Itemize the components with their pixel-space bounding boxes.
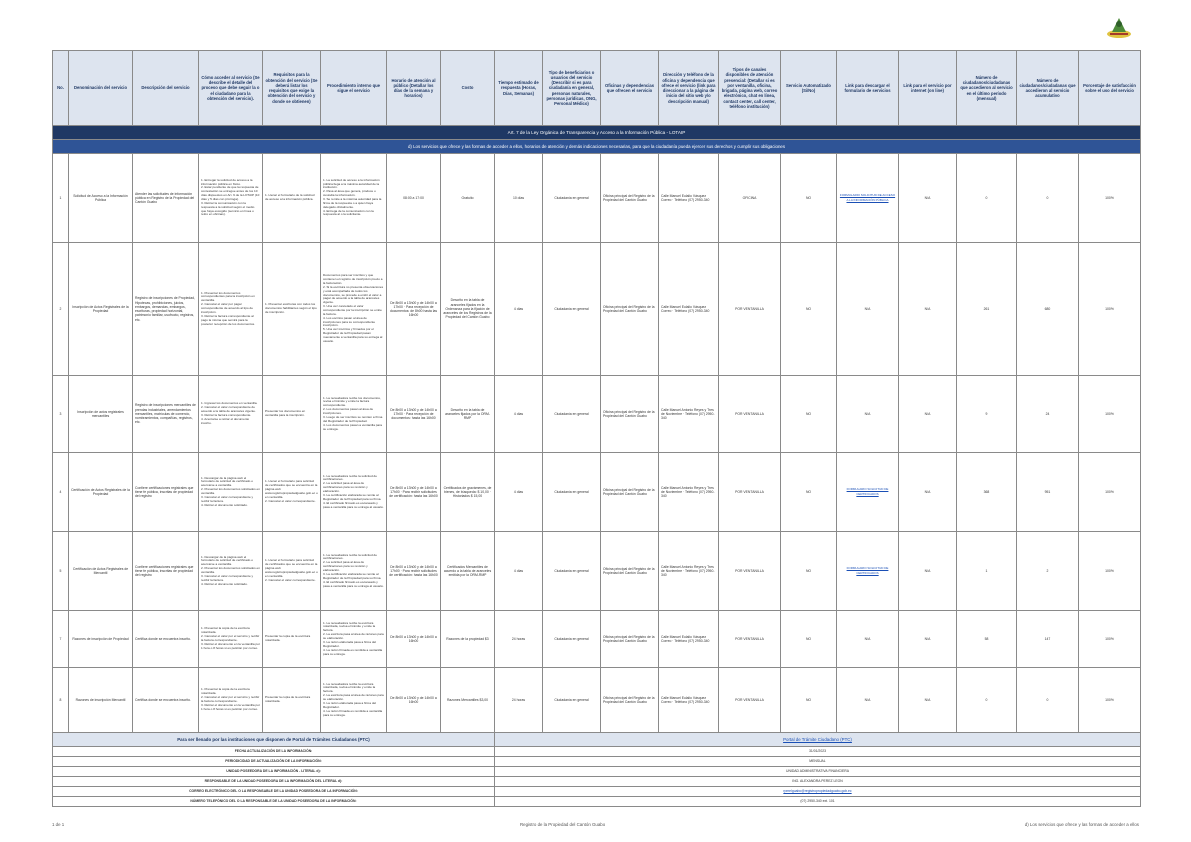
- cell-desc: Certifica donde se encuentra inscrito.: [133, 668, 199, 733]
- cell-cost: Gratuito: [441, 154, 495, 243]
- cell-name: Inscripción de Actos Registrales de la Propiedad: [69, 243, 133, 376]
- cell-month: 0: [957, 668, 1017, 733]
- info-label: UNIDAD POSEEDORA DE LA INFORMACIÓN - LITERAL d):: [53, 767, 495, 777]
- cell-access: 1. Presentar la copia de la escritura notarizada. 2. Cancelar el valor por el servicio y recibir la factura correspondiente. 3. Retirar el documento en la ventanilla por 1 hora o 8 horas si es petición por correo.: [199, 668, 263, 733]
- cell-channel: OFICINA: [719, 154, 781, 243]
- table-row: [53, 453, 1141, 532]
- cell-link: N/A: [837, 611, 899, 668]
- cell-proc: 1. La recaudadora recibe la solicitud de certificaciones. 2. La solicitud pasa al área de certificaciones para su revisión y elaboración. 3. La certificación elaborada se remite al Registrador de la Propiedad para su firma. 4. El certificado firmado es escaneado y pasa a ventanilla para su entrega al usuario.: [321, 532, 387, 611]
- cell-channel: POR VENTANILLA: [719, 376, 781, 453]
- cell-ben: Ciudadanía en general: [543, 611, 601, 668]
- cell-time: 4 días: [495, 243, 543, 376]
- cell-month: 261: [957, 243, 1017, 376]
- cell-channel: POR VENTANILLA: [719, 611, 781, 668]
- cell-time: 24 horas: [495, 611, 543, 668]
- info-label: RESPONSABLE DE LA UNIDAD POSEEDORA DE LA INFORMACIÓN DEL LITERAL d):: [53, 777, 495, 787]
- column-header: Horario de atención al público (Detallar los días de la semana y horarios): [387, 51, 441, 126]
- info-row: [53, 757, 1141, 767]
- table-header-row: [53, 51, 1141, 126]
- info-value: MENSUAL: [495, 757, 1141, 767]
- cell-desc: Certifica donde se encuentra inscrito.: [133, 611, 199, 668]
- cell-pct: 100%: [1079, 532, 1141, 611]
- info-value: (07) 2950-340 ext. 101: [495, 797, 1141, 807]
- cell-link: [837, 453, 899, 532]
- cell-reqs: 1. Llenar el formulario para solicitud de certificados que se encuentra en la página web www.registropropiedadguabo.gob.ec o en ventanilla. 2. Cancelar el valor correspondiente.: [263, 532, 321, 611]
- footer-section: d) Los servicios que ofrece y las formas de acceder a ellos: [1024, 822, 1139, 827]
- cell-hours: De 8h00 a 13h00 y de 14h00 a 17h00 · Para recibir solicitudes de certificación: hasta las 16h00: [387, 453, 441, 532]
- column-header: Tiempo estimado de respuesta (Horas, Días, Semanas): [495, 51, 543, 126]
- cell-hours: De 8h00 a 13h00 y de 14h00 a 16h00: [387, 611, 441, 668]
- column-header: Número de ciudadanos/ciudadanas que accedieron al servicio en el último período (mensual): [957, 51, 1017, 126]
- column-header: Tipo de beneficiarios o usuarios del servicio (Describir si es para ciudadanía en general, personas naturales, personas jurídicas, ONG, Personal Médico): [543, 51, 601, 126]
- cell-acc: 0: [1017, 668, 1079, 733]
- cell-access: 1. Ingresar los documentos en ventanilla. 2. Cancelar el valor correspondiente de acuerdo a la tabla de aranceles vigente. 3. Retirar la factura correspondiente. 4. Acercarse a retirar el documento inscrito.: [199, 376, 263, 453]
- cell-time: 4 días: [495, 532, 543, 611]
- cell-month: 1: [957, 532, 1017, 611]
- cell-pct: 100%: [1079, 453, 1141, 532]
- info-label: PERIODICIDAD DE ACTUALIZACIÓN DE LA INFORMACIÓN:: [53, 757, 495, 767]
- table-row: [53, 154, 1141, 243]
- cell-no: 2: [53, 243, 69, 376]
- cell-online: N/A: [899, 532, 957, 611]
- cell-addr: Calle Manuel Eulalio Vásquez Correo · Teléfono (07) 2950-340: [659, 154, 719, 243]
- cell-cost: Descrito en la tabla de aranceles fijados en la Ordenanza para la fijación de aranceles de los Registros de la Propiedad del Cantón Guabo: [441, 243, 495, 376]
- cell-reqs: Presentar la copia de la escritura notarizada.: [263, 668, 321, 733]
- cell-no: 4: [53, 453, 69, 532]
- cell-proc: 1. La recaudadora recibe la escritura notarizada, revisa el trámite y emite la factura. 2. La escritura pasa al área de razones para su elaboración. 3. La razón elaborada pasa a firma del Registrador. 4. La razón firmada es remitida a ventanilla para su entrega.: [321, 668, 387, 733]
- cell-acc: 24: [1017, 376, 1079, 453]
- cell-cost: Certificados Mercantiles de acuerdo a la tabla de aranceles emitida por la ORM-RMP: [441, 532, 495, 611]
- info-label: NÚMERO TELEFÓNICO DEL O LA RESPONSABLE DE LA UNIDAD POSEEDORA DE LA INFORMACIÓN:: [53, 797, 495, 807]
- cell-ben: Ciudadanía en general: [543, 154, 601, 243]
- cell-pct: 100%: [1079, 611, 1141, 668]
- cell-month: 58: [957, 611, 1017, 668]
- cell-auto: NO: [781, 532, 837, 611]
- form-download-link[interactable]: FORMULARIO SOLICITUD DE CERTIFICADOS: [846, 566, 889, 575]
- cell-channel: POR VENTANILLA: [719, 453, 781, 532]
- info-value: ING. ALEXANDRA PEREZ LEON: [495, 777, 1141, 787]
- cell-pct: 100%: [1079, 154, 1141, 243]
- cell-auto: NO: [781, 668, 837, 733]
- form-download-link[interactable]: FORMULARIO SOLICITUD DE ACCESO A LA INFORMACIÓN PÚBLICA: [839, 193, 896, 202]
- cell-ben: Ciudadanía en general: [543, 453, 601, 532]
- cell-no: 7: [53, 611, 69, 668]
- cell-reqs: Presentar la copia de la escritura notarizada.: [263, 611, 321, 668]
- info-value: 31/01/2023: [495, 747, 1141, 757]
- cell-cost: Certificados de gravámenes, de bienes, de búsqueda: $ 10,00 · Historiados $ 15,00: [441, 453, 495, 532]
- cell-no: 8: [53, 668, 69, 733]
- cell-acc: 0: [1017, 154, 1079, 243]
- cell-hours: De 8h00 a 13h00 y de 14h00 a 16h00: [387, 668, 441, 733]
- cell-cost: Razones de la propiedad $3: [441, 611, 495, 668]
- cell-access: 1. Descargar de la página web el formulario de solicitud de certificado o acercarse a ventanilla. 2. Presentar los documentos solicitados en ventanilla. 3. Cancelar el valor correspondiente y recibir la factura. 4. Retirar el documento solicitado.: [199, 532, 263, 611]
- cell-link: N/A: [837, 376, 899, 453]
- column-header: Costo: [441, 51, 495, 126]
- cell-hours: De 8h00 a 13h00 y de 14h00 a 17h00 · Para recibir solicitudes de certificación: hasta las 16h00: [387, 532, 441, 611]
- cell-name: Solicitud de Acceso a la Información Pública: [69, 154, 133, 243]
- cell-month: 368: [957, 453, 1017, 532]
- cell-reqs: Presentar los documentos en ventanilla para la inscripción.: [263, 376, 321, 453]
- table-row: [53, 532, 1141, 611]
- cell-cost: Descrito en la tabla de aranceles fijados por la ORM-RMP: [441, 376, 495, 453]
- cell-auto: NO: [781, 243, 837, 376]
- cell-name: Inscripción de actos registrales mercantiles: [69, 376, 133, 453]
- ptc-link[interactable]: Portal de Trámite Ciudadano (PTC): [783, 736, 852, 742]
- cell-no: 3: [53, 376, 69, 453]
- cell-no: 1: [53, 154, 69, 243]
- lotaip-sheet: [52, 50, 1140, 807]
- cell-addr: Calle Manuel Antonio Reyes y Tres de Noviembre · Teléfono (07) 2950-340: [659, 453, 719, 532]
- cell-name: Certificación de Actos Registrales de Mercantil: [69, 532, 133, 611]
- cell-office: Oficina principal del Registro de la Propiedad del Cantón Guabo: [601, 376, 659, 453]
- cell-desc: Confiere certificaciones registrales que tiene fe pública, inscritas de propiedad del registro: [133, 453, 199, 532]
- info-label: CORREO ELECTRÓNICO DEL O LA RESPONSABLE DE LA UNIDAD POSEEDORA DE LA INFORMACIÓN:: [53, 787, 495, 797]
- cell-addr: Calle Manuel Eulalio Vásquez Correo · Teléfono (07) 2950-340: [659, 668, 719, 733]
- cell-online: N/A: [899, 154, 957, 243]
- cell-ben: Ciudadanía en general: [543, 532, 601, 611]
- column-header: Oficinas y dependencias que ofrecen el servicio: [601, 51, 659, 126]
- cell-channel: POR VENTANILLA: [719, 668, 781, 733]
- info-value: [495, 787, 1141, 797]
- cell-office: Oficina principal del Registro de la Propiedad del Cantón Guabo: [601, 453, 659, 532]
- column-header: Procedimiento interno que sigue el servicio: [321, 51, 387, 126]
- cell-desc: Registro de inscripciones de Propiedad, Hipotecas, prohibiciones, juicios, embargos, demandas, embargos, escrituras, propiedad horizontal, patrimonio familiar, usufructo, registros, etc.: [133, 243, 199, 376]
- table-row: [53, 376, 1141, 453]
- info-row: [53, 767, 1141, 777]
- cell-online: N/A: [899, 243, 957, 376]
- cell-access: 1. Descargar de la página web el formulario de solicitud de certificado o acercarse a ventanilla. 2. Presentar los documentos solicitados en ventanilla. 3. Cancelar el valor correspondiente y recibir la factura. 4. Retirar el documento solicitado.: [199, 453, 263, 532]
- info-value: UNIDAD ADMINISTRATIVA FINANCIERA: [495, 767, 1141, 777]
- ptc-label: Para ser llenado por las instituciones que disponen de Portal de Trámites Ciudadanos (PTC): [53, 733, 495, 747]
- cell-proc: 1. La recaudadora recibe la solicitud de certificaciones. 2. La solicitud pasa al área de certificaciones para su revisión y elaboración. 3. La certificación elaborada se remite al Registrador de la Propiedad para su firma. 4. El certificado firmado es escaneado y pasa a ventanilla para su entrega al usuario.: [321, 453, 387, 532]
- cell-link: [837, 532, 899, 611]
- cell-addr: Calle Manuel Antonio Reyes y Tres de Noviembre · Teléfono (07) 2950-340: [659, 532, 719, 611]
- cell-link: N/A: [837, 243, 899, 376]
- form-download-link[interactable]: FORMULARIO SOLICITUD DE CERTIFICADOS: [846, 487, 889, 496]
- cell-link: [837, 154, 899, 243]
- cell-ben: Ciudadanía en general: [543, 668, 601, 733]
- cell-desc: Atender las solicitudes de información pública en Registro de la Propiedad del Cantón Guabo: [133, 154, 199, 243]
- footer-page-number: 1 de 1: [52, 822, 65, 827]
- cell-auto: NO: [781, 376, 837, 453]
- cell-online: N/A: [899, 611, 957, 668]
- info-row: [53, 787, 1141, 797]
- cell-office: Oficina principal del Registro de la Propiedad del Cantón Guabo: [601, 668, 659, 733]
- cell-time: 4 días: [495, 376, 543, 453]
- column-header: Cómo acceder al servicio (Se describe el detalle del proceso que debe seguir la o el ciudadano para la obtención del servicio).: [199, 51, 263, 126]
- cell-name: Razones de inscripción de Propiedad: [69, 611, 133, 668]
- column-header: Tipos de canales disponibles de atención presencial: (Detallar si es por ventanilla, oficina, brigada, página web, correo electrónico, chat en línea, contact center, call center, teléfono institución): [719, 51, 781, 126]
- cell-proc: Documentos para ser inscritos y que contienen el registro de inscripción previo a la facturación. 2. Si la escritura no presenta observaciones y está acompañada de todos los documentos, se procede a emitir el valor a pagar de acuerdo a la tabla de aranceles vigente. 3. Una vez cancelado el valor correspondiente por la inscripción se emite la factura. 4. Los escritos pasan al área de inscripciones para su correspondiente inscripción. 5. Una vez inscritos y firmados por el Registrador de la Propiedad pasan nuevamente a ventanilla para su entrega al usuario.: [321, 243, 387, 376]
- section-subtitle: d) Los servicios que ofrece y las formas de acceder a ellos, horarios de atención y demás indicaciones necesarias, para que la ciudadanía pueda ejercer sus derechos y cumplir sus obligaciones: [53, 140, 1141, 154]
- info-row: [53, 797, 1141, 807]
- column-header: Denominación del servicio: [69, 51, 133, 126]
- email-link[interactable]: rpmelguabo@registropropiedadguabo.gob.ec: [783, 789, 852, 794]
- page-title: Art. 7 de la Ley Orgánica de Transparencia y Acceso a la Información Pública - LOTAIP: [53, 126, 1141, 140]
- cell-name: Razones de inscripción Mercantil: [69, 668, 133, 733]
- cell-access: 1. Entregar la solicitud de acceso a la información pública en físico. 2. Estar pendiente de que la respuesta de contestación se entregue antes de los 10 días dispuestos en Art. 9 de la LOTAIP (10 días y 5 días con prórroga). 3. Retirar la comunicación con la respuesta a la solicitud según el medio que haya escogido (servicio en línea o retiro en oficinas).: [199, 154, 263, 243]
- table-row: [53, 243, 1141, 376]
- footer-institution: Registro de la Propiedad del Cantón Guabo: [520, 822, 606, 827]
- cell-office: Oficina principal del Registro de la Propiedad del Cantón Guabo: [601, 611, 659, 668]
- cell-no: 5: [53, 532, 69, 611]
- cell-hours: 08:00 a 17:00: [387, 154, 441, 243]
- table-row: [53, 611, 1141, 668]
- column-header: Servicio Automatizado (Si/No): [781, 51, 837, 126]
- cell-reqs: 1. Llenar el formulario de la solicitud de acceso a la información pública.: [263, 154, 321, 243]
- cell-pct: 100%: [1079, 376, 1141, 453]
- cell-month: 9: [957, 376, 1017, 453]
- cell-auto: NO: [781, 453, 837, 532]
- column-header: Link para descargar el formulario de servicios: [837, 51, 899, 126]
- cell-proc: 1. La solicitud de acceso a la información pública llega a la máxima autoridad de la institución. 2. Pasa al área que genera, produce o custodia la información. 3. Se remite a la máxima autoridad para la firma de la respuesta o a quien haya delegado oficialmente. 4. Entrega de la comunicación con la respuesta al o la solicitante.: [321, 154, 387, 243]
- column-header: Porcentaje de satisfacción sobre el uso del servicio: [1079, 51, 1141, 126]
- cell-acc: 951: [1017, 453, 1079, 532]
- info-row: [53, 747, 1141, 757]
- column-header: Link para el servicio por internet (on line): [899, 51, 957, 126]
- cell-reqs: 1. Presentar escrituras con todos los documentos habilitantes según el tipo de inscripción.: [263, 243, 321, 376]
- cell-desc: Confiere certificaciones registrales que tiene fe pública, inscritas de propiedad del registro: [133, 532, 199, 611]
- column-header: Requisitos para la obtención del servicio (Se deberá listar los requisitos que exige la obtención del servicio y donde se obtienen): [263, 51, 321, 126]
- cell-auto: NO: [781, 154, 837, 243]
- cell-office: Oficina principal del Registro de la Propiedad del Cantón Guabo: [601, 154, 659, 243]
- services-table: [52, 50, 1141, 807]
- info-label: FECHA ACTUALIZACIÓN DE LA INFORMACIÓN:: [53, 747, 495, 757]
- cell-addr: Calle Manuel Eulalio Vásquez Correo · Teléfono (07) 2950-340: [659, 243, 719, 376]
- cell-time: 4 días: [495, 453, 543, 532]
- info-row: [53, 777, 1141, 787]
- cell-addr: Calle Manuel Eulalio Vásquez Correo · Teléfono (07) 2950-340: [659, 611, 719, 668]
- cell-acc: 680: [1017, 243, 1079, 376]
- cell-reqs: 1. Llenar el formulario para solicitud de certificados que se encuentra en la página web www.registropropiedadguabo.gob.ec o en ventanilla. 2. Cancelar el valor correspondiente.: [263, 453, 321, 532]
- cell-channel: POR VENTANILLA: [719, 532, 781, 611]
- cell-access: 1. Presentar la copia de la escritura notarizada. 2. Cancelar el valor por el servicio y recibir la factura correspondiente. 3. Retirar el documento en la ventanilla por 1 hora o 8 horas si es petición por correo.: [199, 611, 263, 668]
- cell-proc: 1. La recaudadora recibe la escritura notarizada, revisa el trámite y emite la factura. 2. La escritura pasa al área de razones para su elaboración. 3. La razón elaborada pasa a firma del Registrador. 4. La razón firmada es remitida a ventanilla para su entrega.: [321, 611, 387, 668]
- cell-ben: Ciudadanía en general: [543, 376, 601, 453]
- cell-online: N/A: [899, 376, 957, 453]
- cell-time: 10 días: [495, 154, 543, 243]
- cell-proc: 1. La recaudadora recibe los documentos, revisa el trámite y emite la factura correspondiente. 2. Los documentos pasan al área de inscripciones. 3. Luego de ser inscritos se remiten a firma del Registrador de la Propiedad. 4. Los documentos pasan a ventanilla para su entrega.: [321, 376, 387, 453]
- cell-addr: Calle Manuel Antonio Reyes y Tres de Noviembre · Teléfono (07) 2950-340: [659, 376, 719, 453]
- cell-cost: Razones Mercantiles $3,00: [441, 668, 495, 733]
- cell-desc: Registro de inscripciones mercantiles de prendas industriales, arrendamientos mercantiles, matrículas de comercio, nombramientos, compañías, registros, etc.: [133, 376, 199, 453]
- cell-channel: POR VENTANILLA: [719, 243, 781, 376]
- cell-hours: De 8h00 a 13h00 y de 14h00 a 17h00 · Para recepción de documentos: de 8h00 hasta las 16h00: [387, 243, 441, 376]
- column-header: Descripción del servicio: [133, 51, 199, 126]
- cell-office: Oficina principal del Registro de la Propiedad del Cantón Guabo: [601, 243, 659, 376]
- cell-pct: 100%: [1079, 668, 1141, 733]
- cell-pct: 100%: [1079, 243, 1141, 376]
- cell-online: N/A: [899, 453, 957, 532]
- cell-auto: NO: [781, 611, 837, 668]
- cell-access: 1. Presentar los documentos correspondientes para la inscripción en ventanilla. 2. Cancelar el valor por pagar correspondiente de acuerdo al tipo de inscripción. 3. Retirar la factura correspondiente al pago la misma que servirá para la posterior recepción de los documentos.: [199, 243, 263, 376]
- column-header: Número de ciudadanos/ciudadanas que accedieron al servicio acumulativo: [1017, 51, 1079, 126]
- column-header: No.: [53, 51, 69, 126]
- cell-ben: Ciudadanía en general: [543, 243, 601, 376]
- table-row: [53, 668, 1141, 733]
- cell-hours: De 8h00 a 13h00 y de 14h00 a 17h00 · Para recepción de documentos: hasta las 16h00: [387, 376, 441, 453]
- cell-month: 0: [957, 154, 1017, 243]
- cell-link: N/A: [837, 668, 899, 733]
- cell-time: 24 horas: [495, 668, 543, 733]
- cell-online: N/A: [899, 668, 957, 733]
- column-header: Dirección y teléfono de la oficina y dependencia que ofrece el servicio (link para direccionar a la página de inicio del sitio web y/o descripción manual): [659, 51, 719, 126]
- cell-office: Oficina principal del Registro de la Propiedad del Cantón Guabo: [601, 532, 659, 611]
- institution-logo: [1104, 14, 1134, 40]
- cell-name: Certificación de Actos Registrales de la Propiedad: [69, 453, 133, 532]
- cell-acc: 2: [1017, 532, 1079, 611]
- cell-acc: 147: [1017, 611, 1079, 668]
